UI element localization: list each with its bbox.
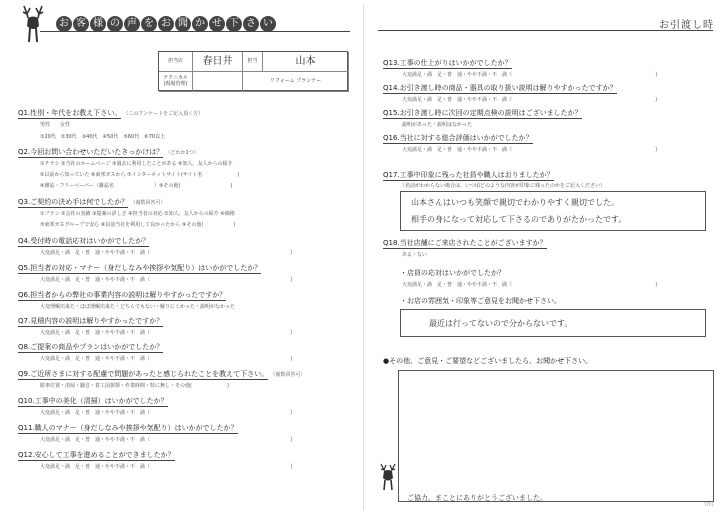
question-18: Q18.当社店舗にご来店されたことがございますか？	[383, 239, 547, 247]
title-char: お	[158, 16, 174, 32]
q7-scale[interactable]: 大変満足・満 足・普 通・やや不満・不 満（	[40, 330, 151, 336]
q14-scale[interactable]: 大変満足・満 足・普 通・やや不満・不 満（	[402, 97, 513, 103]
q2-options-row-3[interactable]: ⑧雑誌・フリーペーパー（雑誌名 ）⑨その他( )	[40, 183, 233, 189]
q1-gender-options[interactable]: 男性 女性	[40, 122, 71, 128]
question-6: Q6.担当者からの弊社の事業内容の説明は解りやすかったですか？	[18, 291, 227, 299]
title-char: 下	[226, 16, 242, 32]
staff-value[interactable]: 山本	[263, 52, 349, 72]
q16-scale[interactable]: 大変満足・満 足・普 通・やや不満・不 満（	[402, 147, 513, 153]
q4-scale[interactable]: 大変満足・満 足・普 通・やや不満・不 満（	[40, 250, 151, 256]
q5-scale[interactable]: 大変満足・満 足・普 通・やや不満・不 満（	[40, 277, 151, 283]
q4-paren-close: ）	[290, 250, 297, 257]
q17-answer-line-1: 山本さんはいつも笑顔で親切でわかりやすく親切でした。	[411, 198, 619, 207]
title-char: い	[260, 16, 276, 32]
q10-paren-close: ）	[290, 410, 297, 417]
question-10: Q10.工事中の美化（清掃）はいかがでしたか？	[18, 397, 168, 405]
q2-options-row-1[interactable]: ①チラシ ②当社のホームページ ③過去に利用したことがある ④知人、友人からの紹介	[40, 161, 233, 167]
q18-paren-close: ）	[655, 282, 662, 289]
title-char: の	[107, 16, 123, 32]
right-page-title: お引渡し時	[659, 20, 714, 31]
q17-hint: （名前がわからない場合は、いつ頃どのような内容が印象に残ったのかをご記入ください）	[400, 183, 606, 189]
staff-label: 担当	[243, 52, 263, 72]
q6-options[interactable]: 大変理解出来た・ほぼ理解出来た・どちらでもない・解りにくかった・説明がなかった	[40, 304, 235, 310]
question-16: Q16.当社に対する総合評価はいかがでしたか？	[383, 134, 533, 142]
page-code: 7701	[703, 502, 714, 507]
q8-paren-close: ）	[290, 356, 297, 363]
store-value[interactable]: 春日井	[193, 52, 243, 72]
title-char: お	[56, 16, 72, 32]
question-1: Q1.性別・年代をお教え下さい。 （このアンケートをご記入頂く方）	[18, 109, 204, 117]
q17-answer-line-2: 相手の身になって対応して下さるのでありがたかったです。	[411, 215, 627, 224]
q18-options[interactable]: ある・ない	[402, 252, 428, 258]
question-19: ●その他、ご意見・ご要望などございましたら、お聞かせ下さい。	[383, 357, 593, 365]
q17-answer-box[interactable]	[400, 191, 706, 231]
question-4: Q4.受付時の電話応対はいかがでしたか？	[18, 237, 150, 245]
footer-thanks: ご協力、まことにありがとうございました。	[407, 494, 547, 502]
planner-label: リフォーム プランナー	[243, 72, 349, 92]
question-3: Q3.ご契約の決め手は何でしたか？ （複数回答可）	[18, 198, 166, 206]
page-fold-line	[363, 4, 364, 510]
q13-paren-close: ）	[655, 72, 662, 79]
page-title	[56, 16, 276, 32]
q9-options[interactable]: 駐車位置・清掃・騒音・着工前挨拶・作業時間・特に無し・その他( )	[40, 383, 229, 389]
q5-paren-close: ）	[290, 277, 297, 284]
q3-options-row-1[interactable]: ①プラン ②会社の実績 ③提案の詳しさ ④担当者の対応 ⑤知人、友人からの紹介 ⑥価格	[40, 211, 235, 217]
question-14: Q14.お引き渡し時の商品・器具の取り扱い説明は解りやすかったですか？	[383, 84, 617, 92]
tech-value[interactable]	[193, 72, 243, 92]
q18-sub-question-2: ・お店の雰囲気・印象等ご意見をお聞かせ下さい。	[400, 297, 561, 305]
question-13: Q13.工事の仕上がりはいかがでしたか？	[383, 59, 512, 67]
title-char: 聞	[175, 16, 191, 32]
store-label: 担当店	[159, 52, 193, 72]
q11-paren-close: ）	[290, 437, 297, 444]
question-17: Q17.工事中印象に残った社員や職人はおりましたか？	[383, 171, 554, 179]
question-9: Q9.ご近所さまに対する配慮で問題があったと感じられたことを教えて下さい。 （複数回答可）	[18, 370, 306, 378]
title-char: 様	[90, 16, 106, 32]
question-5: Q5.担当者の対応・マナー（身だしなみや挨拶や気配り）はいかがでしたか？	[18, 264, 262, 272]
question-15: Q15.お引き渡し時に次回の定期点検の説明はございましたか？	[383, 109, 582, 117]
q8-scale[interactable]: 大変満足・満 足・普 通・やや不満・不 満（	[40, 356, 151, 362]
q14-paren-close: ）	[655, 97, 662, 104]
q1-age-options[interactable]: ①20代 ②30代 ③40代 ④50代 ⑤60代 ⑥70以上	[40, 134, 166, 140]
deer-footer-icon	[376, 462, 400, 492]
q18-scale[interactable]: 大変満足・満 足・普 通・やや不満・不 満（	[402, 282, 513, 288]
q18-answer-line: 最近は行ってないので分からないです。	[429, 319, 573, 328]
q11-scale[interactable]: 大変満足・満 足・普 通・やや不満・不 満（	[40, 437, 151, 443]
title-char: か	[192, 16, 208, 32]
right-header-rule	[378, 30, 713, 31]
title-char: を	[141, 16, 157, 32]
q15-options[interactable]: 説明があった・説明はなかった	[402, 122, 472, 128]
q10-scale[interactable]: 大変満足・満 足・普 通・やや不満・不 満（	[40, 410, 151, 416]
q3-options-row-2[interactable]: ⑦東邦ガスグループで安心 ⑧以前当社を利用して良かったから ⑨その他( )	[40, 222, 236, 228]
q12-paren-close: ）	[290, 464, 297, 471]
title-char: 客	[73, 16, 89, 32]
question-2: Q2.今回お問い合わせいただいたきっかけは？ （どれか1つ）	[18, 148, 199, 156]
question-8: Q8.ご提案の商品やプランはいかがでしたか？	[18, 343, 164, 351]
q13-scale[interactable]: 大変満足・満 足・普 通・やや不満・不 満（	[402, 72, 513, 78]
q7-paren-close: ）	[290, 330, 297, 337]
question-12: Q12.安心して工事を進めることができましたか？	[18, 451, 175, 459]
staff-info-box	[158, 51, 348, 91]
q18-answer-box[interactable]	[400, 309, 706, 337]
q18-sub-question-1: ・店員の応対はいかがでしたか？	[400, 269, 505, 277]
question-7: Q7.見積内容の説明は解りやすかったですか？	[18, 317, 164, 325]
tech-label: テクニカル (現場管理)	[159, 72, 193, 92]
q2-options-row-2[interactable]: ⑤以前から知っていた ⑥東邦ガスから ⑦インターネットサイト(サイト名 )	[40, 172, 240, 178]
q16-paren-close: ）	[655, 147, 662, 154]
comments-textarea[interactable]	[398, 370, 714, 502]
q12-scale[interactable]: 大変満足・満 足・普 通・やや不満・不 満（	[40, 464, 151, 470]
question-11: Q11.職人のマナー（身だしなみや挨拶や気配り）はいかがでしたか？	[18, 424, 238, 432]
title-char: さ	[243, 16, 259, 32]
title-char: 声	[124, 16, 140, 32]
title-char: せ	[209, 16, 225, 32]
